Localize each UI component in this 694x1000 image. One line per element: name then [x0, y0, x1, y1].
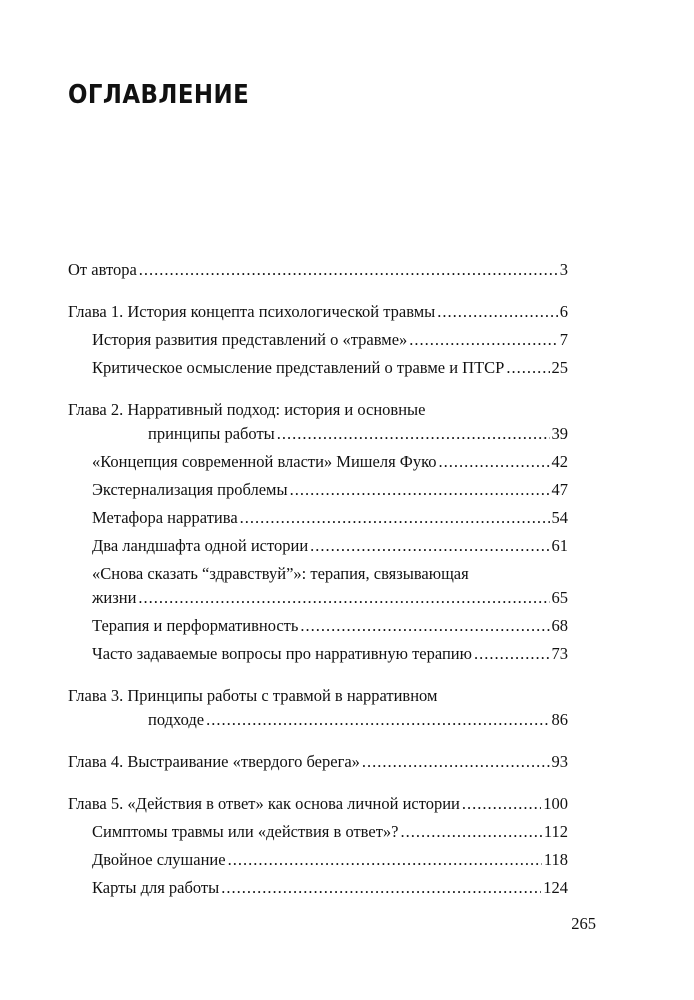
toc-entry-section[interactable]	[92, 614, 568, 638]
toc-entry-page: 7	[559, 330, 568, 349]
toc-entry-chapter-2[interactable]	[68, 398, 568, 446]
dot-leader	[221, 876, 541, 900]
toc-entry-author[interactable]	[68, 258, 568, 282]
page-title: ОГЛАВЛЕНИЕ	[68, 80, 250, 110]
toc-entry-title: Критическое осмысление представлений о травме и ПТСР	[92, 358, 505, 377]
toc-entry-title: Двойное слушание	[92, 850, 226, 869]
toc-entry-chapter-3[interactable]	[68, 684, 568, 732]
toc-entry-line2	[148, 708, 568, 732]
toc-entry-title-line1: Глава 2. Нарративный подход: история и основные	[68, 400, 426, 419]
toc-entry-title: Глава 5. «Действия в ответ» как основа личной истории	[68, 794, 460, 813]
dot-leader	[228, 848, 542, 872]
dot-leader	[506, 356, 549, 380]
toc-entry-title: Терапия и перформативность	[92, 616, 299, 635]
dot-leader	[300, 614, 549, 638]
toc-entry-title: Метафора нарратива	[92, 508, 238, 527]
toc-entry-page: 6	[559, 302, 568, 321]
dot-leader	[409, 328, 557, 352]
toc-entry-page: 25	[551, 358, 568, 377]
toc-entry-section[interactable]	[92, 820, 568, 844]
toc-entry-section[interactable]	[92, 534, 568, 558]
toc-entry-page: 42	[551, 452, 568, 471]
toc-entry-chapter-5[interactable]	[68, 792, 568, 816]
toc-entry-page: 93	[551, 752, 568, 771]
dot-leader	[462, 792, 541, 816]
toc-entry-section[interactable]	[68, 562, 568, 610]
toc-entry-title: Глава 4. Выстраивание «твердого берега»	[68, 752, 360, 771]
table-of-contents	[68, 258, 568, 900]
toc-entry-title: История развития представлений о «травме»	[92, 330, 408, 349]
toc-entry-section[interactable]	[92, 876, 568, 900]
dot-leader	[400, 820, 541, 844]
toc-entry-title: Два ландшафта одной истории	[92, 536, 309, 555]
toc-entry-line2	[92, 586, 568, 610]
toc-entry-page: 54	[551, 508, 568, 527]
toc-entry-page: 73	[551, 644, 568, 663]
toc-entry-page: 61	[551, 536, 568, 555]
toc-entry-section[interactable]	[92, 506, 568, 530]
toc-entry-page: 65	[551, 588, 568, 607]
dot-leader	[310, 534, 549, 558]
dot-leader	[139, 258, 558, 282]
toc-entry-title-line2: принципы работы	[148, 424, 275, 443]
toc-entry-section[interactable]	[92, 450, 568, 474]
toc-entry-line2	[148, 422, 568, 446]
dot-leader	[206, 708, 549, 732]
page-number: 265	[571, 914, 596, 933]
toc-entry-section[interactable]	[92, 328, 568, 352]
dot-leader	[437, 300, 558, 324]
dot-leader	[240, 506, 550, 530]
toc-entry-title: «Концепция современной власти» Мишеля Фуко	[92, 452, 437, 471]
dot-leader	[439, 450, 550, 474]
dot-leader	[362, 750, 550, 774]
toc-entry-chapter-1[interactable]	[68, 300, 568, 324]
toc-entry-title-line2: жизни	[92, 588, 137, 607]
dot-leader	[474, 642, 550, 666]
toc-entry-page: 124	[543, 878, 568, 897]
toc-entry-section[interactable]	[92, 478, 568, 502]
toc-entry-title-line2: подходе	[148, 710, 205, 729]
dot-leader	[277, 422, 550, 446]
toc-entry-title: От автора	[68, 260, 137, 279]
toc-entry-section[interactable]	[92, 848, 568, 872]
toc-entry-chapter-4[interactable]	[68, 750, 568, 774]
toc-entry-section[interactable]	[92, 642, 568, 666]
toc-entry-title: Симптомы травмы или «действия в ответ»?	[92, 822, 399, 841]
toc-entry-page: 112	[543, 822, 568, 841]
toc-entry-page: 39	[551, 424, 568, 443]
dot-leader	[138, 586, 549, 610]
toc-entry-title-line1: Глава 3. Принципы работы с травмой в нарративном	[68, 686, 438, 705]
dot-leader	[290, 478, 550, 502]
toc-entry-page: 3	[559, 260, 568, 279]
toc-entry-page: 86	[551, 710, 568, 729]
toc-entry-title: Часто задаваемые вопросы про нарративную терапию	[92, 644, 472, 663]
toc-entry-title: Глава 1. История концепта психологической травмы	[68, 302, 436, 321]
toc-entry-page: 68	[551, 616, 568, 635]
toc-entry-page: 118	[543, 850, 568, 869]
toc-entry-page: 47	[551, 480, 568, 499]
toc-entry-title: Экстернализация проблемы	[92, 480, 288, 499]
toc-entry-section[interactable]	[92, 356, 568, 380]
toc-entry-title-line1: «Снова сказать “здравствуй”»: терапия, связывающая	[92, 564, 469, 583]
toc-entry-title: Карты для работы	[92, 878, 220, 897]
toc-entry-page: 100	[543, 794, 568, 813]
